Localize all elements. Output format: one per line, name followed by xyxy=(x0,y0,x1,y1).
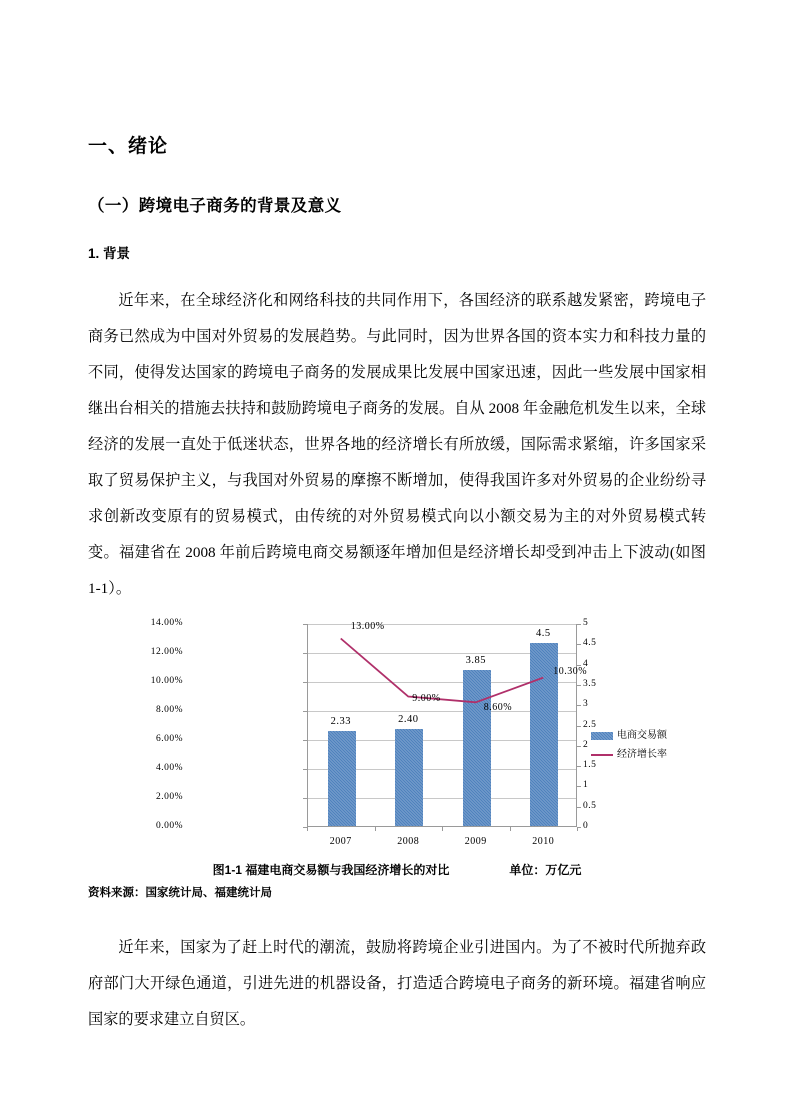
chart-line-value-label: 8.60% xyxy=(483,702,513,714)
chart-right-axis-tick: 5 xyxy=(583,618,589,628)
chart-right-axis-tick: 4.5 xyxy=(583,638,597,649)
chart-line-value-label: 9.00% xyxy=(412,692,441,704)
chart-left-axis-tick: 6.00% xyxy=(155,734,183,744)
chart-line-value-label: 10.30% xyxy=(553,665,588,677)
legend-line-swatch-icon xyxy=(591,754,613,756)
chart-x-axis-tick: 2008 xyxy=(397,836,420,847)
chart-left-axis-tick: 4.00% xyxy=(155,763,183,773)
legend-label-line: 经济增长率 xyxy=(617,749,667,760)
chart-legend xyxy=(591,726,667,764)
chart-bar-value-label: 2.33 xyxy=(330,716,351,728)
figure-source: 资料来源：国家统计局、福建统计局 xyxy=(88,887,272,899)
chart-right-tickmark xyxy=(577,726,581,727)
chart-right-axis-tick: 0.5 xyxy=(583,800,597,811)
chart-right-tickmark xyxy=(577,746,581,747)
legend-bar-swatch-icon xyxy=(591,732,613,740)
chart-x-tickmark xyxy=(307,827,308,831)
chart-bar-value-label: 3.85 xyxy=(465,654,486,666)
chart-right-tickmark xyxy=(577,766,581,767)
figure-unit: 单位：万亿元 xyxy=(509,863,582,877)
chart-x-tickmark xyxy=(577,827,578,831)
figure-caption xyxy=(88,861,706,878)
figure-caption-text: 图1-1 福建电商交易额与我国经济增长的对比 xyxy=(212,863,450,877)
chart-bar-value-label: 4.5 xyxy=(535,628,551,640)
legend-label-bar: 电商交易额 xyxy=(617,730,667,741)
page-heading-topic: 1. 背景 xyxy=(88,245,131,261)
chart-left-axis-tick: 2.00% xyxy=(155,792,183,802)
figure-1-1 xyxy=(88,608,706,858)
legend-item-line xyxy=(591,745,667,764)
page-heading-subsection: （一）跨境电子商务的背景及意义 xyxy=(88,196,342,215)
chart-x-axis-tick: 2009 xyxy=(464,836,487,847)
chart-x-tickmark xyxy=(375,827,376,831)
chart-x-axis-tick: 2010 xyxy=(532,836,555,847)
chart-right-tickmark xyxy=(577,624,581,625)
legend-item-bar xyxy=(591,726,667,745)
chart-right-tickmark xyxy=(577,807,581,808)
chart-right-axis-tick: 1 xyxy=(583,780,589,791)
chart-x-tickmark xyxy=(442,827,443,831)
body-paragraph-1: 近年来，在全球经济化和网络科技的共同作用下，各国经济的联系越发紧密，跨境电子商务已然成为中国对外贸易的发展趋势。与此同时，因为世界各国的资本实力和科技力量的不同，使得发达国家的跨境电子商务的发展成果比发展中国家迅速，因此一些发展中国家相继出台相关的措施去扶持和鼓励跨境电子商务的发展。自从 2008 年金融危机发生以来，全球经济的发展一直处于低迷状态，世界各地的经济增长有所放缓，国际需求紧缩，许多国家采取了贸易保护主义，与我国对外贸易的摩擦不断增加，使得我国许多对外贸易的企业纷纷寻求创新改变原有的贸易模式，由传统的对外贸易模式向以小额交易为主的对外贸易模式转变。福建省在 2008 年前后跨境电商交易额逐年增加但是经济增长却受到冲击上下波动(如图 1-1）。 xyxy=(88,292,706,598)
chart-left-axis-tick: 14.00% xyxy=(150,618,183,628)
chart-right-axis-tick: 2 xyxy=(583,739,589,750)
chart-left-axis-tick: 12.00% xyxy=(150,647,183,657)
body-paragraph-2: 近年来，国家为了赶上时代的潮流，鼓励将跨境企业引进国内。为了不被时代所抛弃政府部门大开绿色通道，引进先进的机器设备，打造适合跨境电子商务的新环境。福建省响应国家的要求建立自贸区。 xyxy=(88,939,706,1029)
chart-right-axis-tick: 4 xyxy=(583,658,589,669)
chart-x-axis-tick: 2007 xyxy=(329,836,352,847)
chart-canvas xyxy=(150,608,667,858)
chart-right-axis-tick: 2.5 xyxy=(583,719,597,730)
chart-right-axis-tick: 3.5 xyxy=(583,678,597,689)
chart-right-axis-tick: 3 xyxy=(583,699,589,710)
growth-rate-line xyxy=(307,624,577,827)
chart-bar-value-label: 2.40 xyxy=(398,713,419,725)
page-heading-section: 一、绪论 xyxy=(88,135,169,157)
chart-right-tickmark xyxy=(577,786,581,787)
chart-right-tickmark xyxy=(577,644,581,645)
chart-x-tickmark xyxy=(510,827,511,831)
chart-left-axis-tick: 8.00% xyxy=(155,705,183,715)
chart-left-axis-tick: 10.00% xyxy=(150,676,183,686)
chart-right-tickmark xyxy=(577,685,581,686)
chart-right-axis-tick: 0 xyxy=(583,821,589,831)
chart-right-axis-tick: 1.5 xyxy=(583,760,597,771)
chart-left-axis-tick: 0.00% xyxy=(155,821,183,831)
chart-right-tickmark xyxy=(577,705,581,706)
chart-line-value-label: 13.00% xyxy=(350,620,385,632)
